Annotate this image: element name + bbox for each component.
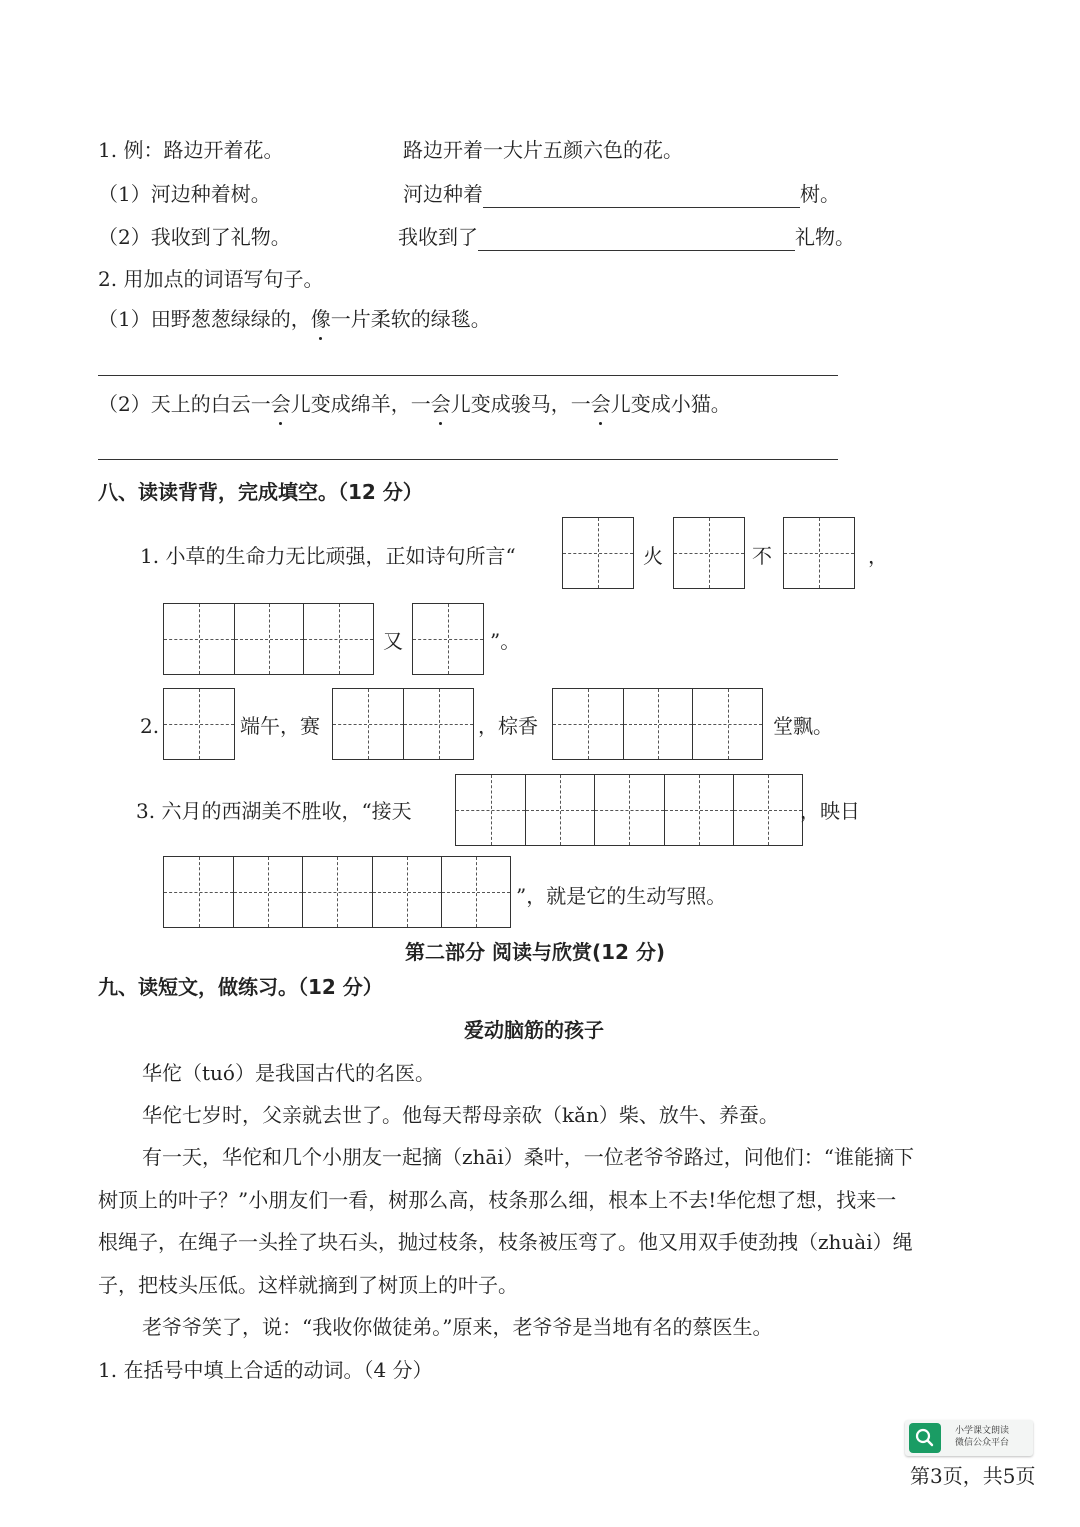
watermark-line-1: 小学课文朗读 [955, 1426, 1010, 1436]
s8-q2-grid-3[interactable] [552, 688, 763, 760]
q1-item2-right [398, 223, 855, 251]
q2-item2-dotted-word-2: 一会儿 [410, 392, 471, 416]
part2-title: 第二部分 阅读与欣赏(12 分) [405, 940, 666, 964]
s8-q1-grid-2[interactable] [673, 517, 745, 589]
article-paragraph-3-line-4: 子，把枝头压低。这样就摘到了树顶上的叶子。 [98, 1273, 518, 1297]
q2-item2-text-d: 变成小猫。 [630, 392, 731, 416]
s8-q3-grid-1[interactable] [455, 774, 803, 846]
s8-q2-grid-1[interactable] [163, 688, 235, 760]
q2-item1-dotted-word: 像 [310, 307, 331, 331]
s8-q1-comma: ， [868, 544, 888, 568]
s8-q2-text-3: 堂飘。 [773, 714, 833, 738]
s8-q2-text-2: ，棕香 [478, 714, 538, 738]
q1-item1-right [403, 180, 840, 208]
q1-item2-prefix: 我收到了 [398, 225, 478, 249]
s8-q1-char-1: 火 [643, 544, 663, 568]
q2-item2-text-c: 变成骏马， [470, 392, 571, 416]
q2-item2-text-b: 变成绵羊， [310, 392, 411, 416]
q1-example-right [403, 136, 683, 164]
s8-q3-text-3: ”，就是它的生动写照。 [516, 884, 727, 908]
s8-q1-char-2: 不 [752, 544, 772, 568]
s8-q3-text-2: ，映日 [800, 799, 860, 823]
s8-q1-char-3: 又 [383, 629, 403, 653]
q1-example-right-text: 路边开着一大片五颜六色的花。 [403, 138, 683, 162]
q2-item1-answer-line[interactable] [98, 375, 838, 376]
q1-item2-left: （2）我收到了礼物。 [98, 225, 291, 249]
article-paragraph-3-line-3: 根绳子，在绳子一头拴了块石头，抛过枝条，枝条被压弯了。他又用双手使劲拽（zhuài）绳 [98, 1230, 913, 1254]
q2-item2-dotted-word-3: 一会儿 [570, 392, 631, 416]
s8-q1-grid-5[interactable] [412, 603, 484, 675]
s8-q2-grid-2[interactable] [332, 688, 474, 760]
s8-q1-grid-3[interactable] [783, 517, 855, 589]
q2-item1-text-a: （1）田野葱葱绿绿的， [98, 307, 311, 331]
q1-item1-left: （1）河边种着树。 [98, 182, 271, 206]
search-icon [909, 1423, 941, 1453]
s8-q3-text-1: 3. 六月的西湖美不胜收，“接天 [136, 799, 412, 823]
q2-item1 [98, 305, 491, 333]
s9-question-1: 1. 在括号中填上合适的动词。（4 分） [98, 1358, 433, 1382]
q1-item1-blank[interactable] [483, 185, 800, 208]
watermark-logo [905, 1420, 1033, 1456]
q1-example-left: 1. 例：路边开着花。 [98, 138, 284, 162]
s8-q3-grid-2[interactable] [163, 856, 511, 928]
article-paragraph-1: 华佗（tuó）是我国古代的名医。 [142, 1061, 435, 1085]
q2-title: 2. 用加点的词语写句子。 [98, 267, 324, 291]
q2-item2-text-a: （2）天上的白云 [98, 392, 251, 416]
q1-item2-blank[interactable] [478, 228, 795, 251]
q1-item1-prefix: 河边种着 [403, 182, 483, 206]
section9-title: 九、读短文，做练习。（12 分） [98, 975, 383, 999]
watermark-line-2: 微信公众平台 [955, 1438, 1010, 1448]
page-footer: 第3页，共5页 [910, 1464, 1036, 1488]
q2-item2-answer-line[interactable] [98, 459, 838, 460]
s8-q1-grid-1[interactable] [562, 517, 634, 589]
article-paragraph-3-line-2: 树顶上的叶子？”小朋友们一看，树那么高，枝条那么细，根本上不去!华佗想了想，找来一 [98, 1188, 897, 1212]
article-paragraph-3-line-1: 有一天，华佗和几个小朋友一起摘（zhāi）桑叶，一位老爷爷路过，问他们：“谁能摘下 [142, 1145, 914, 1169]
article-paragraph-4: 老爷爷笑了，说：“我收你做徒弟。”原来，老爷爷是当地有名的蔡医生。 [142, 1315, 773, 1339]
s8-q2-text-1: 端午，赛 [240, 714, 320, 738]
s8-q2-num: 2. [140, 714, 160, 738]
q2-item1-text-b: 一片柔软的绿毯。 [330, 307, 491, 331]
q1-item1-suffix: 树。 [800, 182, 840, 206]
q2-item2-dotted-word-1: 一会儿 [250, 392, 311, 416]
s8-q1-grid-4[interactable] [163, 603, 374, 675]
q1-item2-suffix: 礼物。 [795, 225, 855, 249]
s8-q1-text: 1. 小草的生命力无比顽强，正如诗句所言“ [140, 544, 516, 568]
s8-q1-end: ”。 [490, 629, 521, 653]
article-paragraph-2: 华佗七岁时，父亲就去世了。他每天帮母亲砍（kǎn）柴、放牛、养蚕。 [142, 1103, 779, 1127]
section8-title: 八、读读背背，完成填空。（12 分） [98, 480, 423, 504]
q2-item2 [98, 390, 731, 418]
article-title: 爱动脑筋的孩子 [464, 1018, 604, 1042]
